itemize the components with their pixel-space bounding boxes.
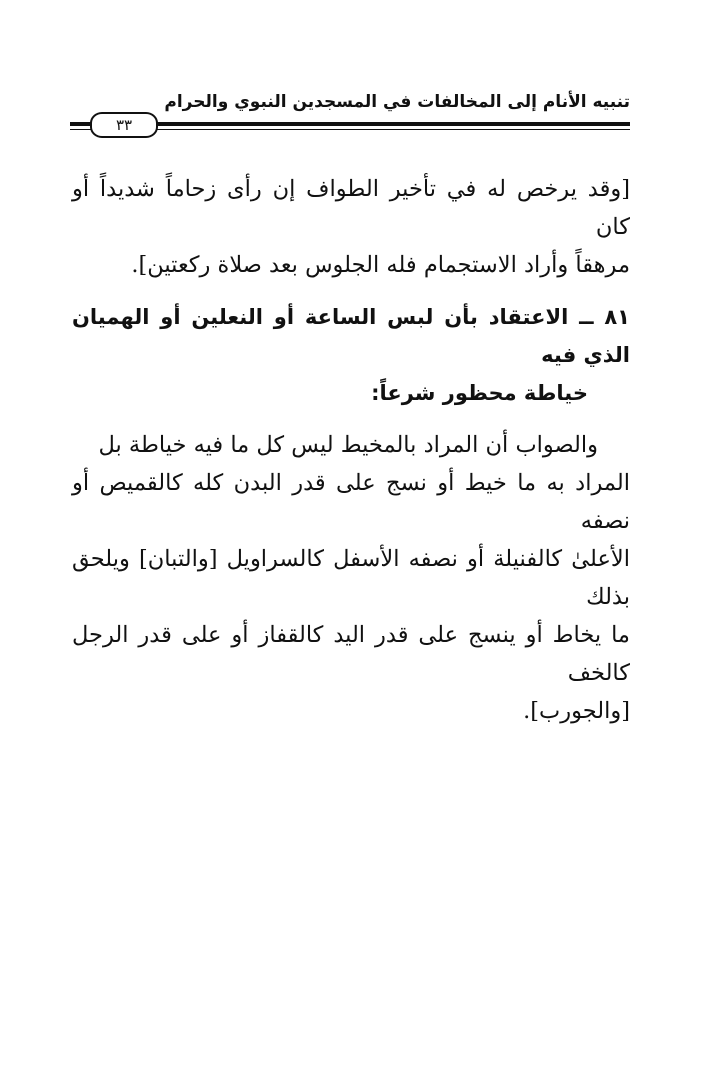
item-81-heading [72,298,630,412]
text-line: [والجورب]. [523,698,630,724]
running-title: تنبيه الأنام إلى المخالفات في المسجدين النبوي والحرام [164,92,630,112]
paragraph-permission-delay-tawaf [72,170,630,284]
text-line: ما يخاط أو ينسج على قدر اليد كالقفاز أو على قدر الرجل كالخف [72,622,630,686]
text-line: الأعلىٰ كالفنيلة أو نصفه الأسفل كالسراويل [والتبان] ويلحق بذلك [72,546,630,610]
page-number: ٣٣ [90,112,158,138]
page-body [72,170,630,730]
text-line: المراد به ما خيط أو نسج على قدر البدن كله كالقميص أو نصفه [72,470,630,534]
heading-line: خياطة محظور شرعاً: [371,381,588,405]
text-line: مرهقاً وأراد الاستجمام فله الجلوس بعد صلاة ركعتين]. [131,252,630,278]
text-line: والصواب أن المراد بالمخيط ليس كل ما فيه خياطة بل [98,432,598,458]
paragraph-correct-view [72,426,630,730]
text-line: [وقد يرخص له في تأخير الطواف إن رأى زحاماً شديداً أو كان [72,176,630,240]
heading-line: ٨١ ــ الاعتقاد بأن لبس الساعة أو النعلين أو الهميان الذي فيه [72,305,630,367]
running-header [70,92,630,132]
